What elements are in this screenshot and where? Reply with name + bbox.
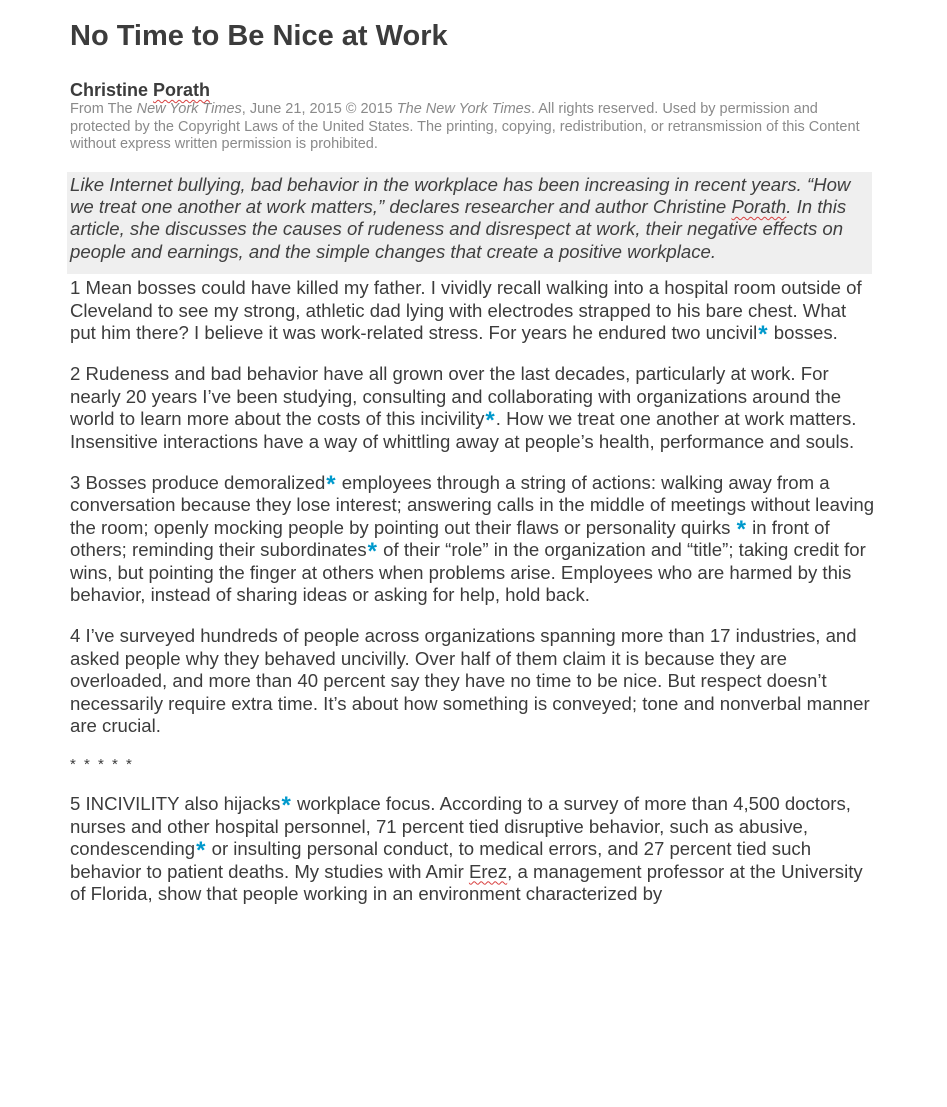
- paragraph-5-text-b: workplace focus. According to a survey of more than 4,500 doctors, nurses and other hospital personnel, 71 percent tied disruptive behavior, such as abusive, condescending: [70, 793, 851, 860]
- intro-text-2: . In this article, she discusses the causes of rudeness and disrespect at work, their negative effects on people and earnings, and the simple changes that create a positive workplace.: [70, 195, 847, 262]
- vocab-marker-icon[interactable]: *: [736, 515, 746, 543]
- paragraph-3-text-c: in front of others; reminding their subordinates: [70, 516, 830, 561]
- paragraph-1-text-a: 1 Mean bosses could have killed my father. I vividly recall walking into a hospital room outside of Cleveland to see my strong, athletic dad lying with electrodes strapped to his bare chest. What put him there? I believe it was work-related stress. For years he endured two uncivil: [70, 277, 862, 343]
- paragraph-5-text-a: 5 INCIVILITY also hijacks: [70, 793, 281, 815]
- intro-text-1: Like Internet bullying, bad behavior in the workplace has been increasing in recent years. “How we treat one another at work matters,” declares researcher and author Christine: [70, 173, 851, 217]
- article-title: No Time to Be Nice at Work: [70, 20, 448, 52]
- intro-summary: [67, 172, 872, 275]
- copyright-credit: [70, 101, 875, 154]
- paragraph-2-text-b: . How we treat one another at work matters. Insensitive interactions have a way of whittling away at people’s health, performance and souls.: [70, 408, 857, 452]
- intro-author-name: Porath: [731, 195, 787, 217]
- credit-date: , June 21, 2015 © 2015: [241, 101, 397, 117]
- vocab-marker-icon[interactable]: *: [485, 407, 495, 435]
- vocab-marker-icon[interactable]: *: [326, 470, 336, 498]
- paragraph-4: 4 I’ve surveyed hundreds of people across organizations spanning more than 17 industries, and asked people why they behaved uncivilly. Over half of them claim it is because they are overloaded, and more than 40 percent say they have no time to be nice. But respect doesn’t necessarily require extra time. It’s about how something is conveyed; tone and nonverbal manner are crucial.: [70, 625, 870, 737]
- paragraph-3-text-a: 3 Bosses produce demoralized: [70, 471, 326, 493]
- author-last-name: Porath: [153, 80, 211, 100]
- article-page: [70, 0, 875, 905]
- paragraph-3-text-b: employees through a string of actions: walking away from a conversation because they lose interest; answering calls in the middle of meetings without leaving the room; openly mocking people by pointing out their flaws or personality quirks: [70, 471, 875, 538]
- credit-rights: . All rights reserved. Used by permission and protected by the Copyright Laws of the United States. The printing, copying, redistribution, or retransmission of this Content without express written permission is prohibited.: [70, 101, 860, 152]
- paragraph-3-text-d: of their “role” in the organization and “title”; taking credit for wins, but pointing the finger at others when problems arise. Employees who are harmed by this behavior, instead of sharing ideas or asking for help, hold back.: [70, 539, 866, 605]
- credit-publication-2: The New York Times: [396, 101, 531, 117]
- vocab-marker-icon[interactable]: *: [758, 320, 768, 348]
- vocab-marker-icon[interactable]: *: [281, 792, 291, 820]
- section-separator: * * * * *: [70, 756, 134, 774]
- paragraph-5-text-d: , a management professor at the University of Florida, show that people working in an environment characterized by: [70, 860, 863, 905]
- paragraph-5-text-c: or insulting personal conduct, to medical errors, and 27 percent tied such behavior to patient deaths. My studies with Amir: [70, 838, 812, 882]
- paragraph-1-text-b: bosses.: [768, 321, 838, 343]
- vocab-marker-icon[interactable]: *: [367, 538, 377, 566]
- paragraph-2-text-a: 2 Rudeness and bad behavior have all grown over the last decades, particularly at work. For nearly 20 years I’ve been studying, consulting and collaborating with organizations around the world to learn more about the costs of this incivility: [70, 363, 842, 430]
- article-author: [70, 80, 875, 100]
- paragraph-5: [70, 793, 875, 905]
- paragraph-1: [70, 277, 875, 348]
- credit-publication: New York Times: [136, 101, 242, 117]
- paragraph-3: [70, 472, 875, 606]
- researcher-name: Erez: [468, 860, 508, 882]
- credit-prefix: From The: [70, 101, 137, 117]
- paragraph-2: [70, 363, 875, 453]
- author-first-name: Christine: [70, 80, 154, 100]
- vocab-marker-icon[interactable]: *: [196, 837, 206, 865]
